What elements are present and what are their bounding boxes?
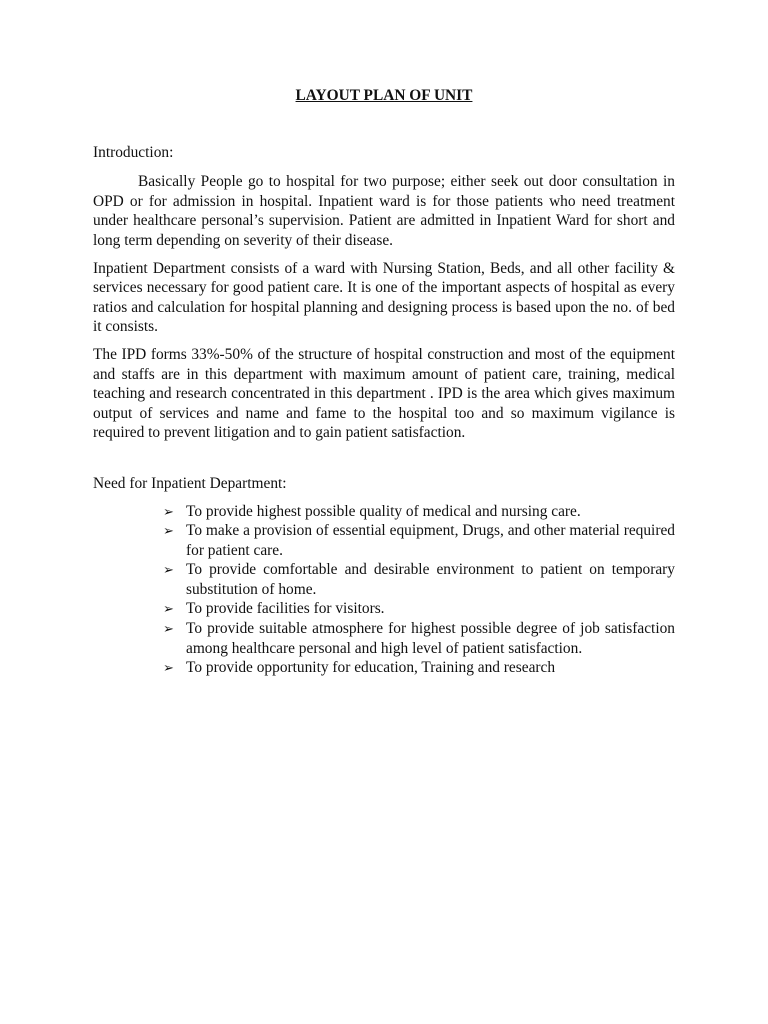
list-item-text: To provide facilities for visitors. bbox=[186, 600, 385, 618]
arrow-bullet-icon: ➢ bbox=[163, 523, 174, 539]
list-item bbox=[163, 619, 675, 658]
document-page bbox=[93, 86, 675, 678]
introduction-heading: Introduction: bbox=[93, 143, 174, 161]
arrow-bullet-icon: ➢ bbox=[163, 660, 174, 676]
list-item-text: To provide highest possible quality of medical and nursing care. bbox=[186, 502, 581, 520]
paragraph-1: Basically People go to hospital for two purpose; either seek out door consultation in OPD or for admission in hospital. Inpatient ward is for those patients who need treatment under healthcare personal’s supervision. Patient are admitted in Inpatient Ward for short and long term depending on severity of their disease. bbox=[93, 173, 675, 249]
need-heading: Need for Inpatient Department: bbox=[93, 474, 287, 492]
need-list bbox=[93, 502, 675, 678]
page-title: LAYOUT PLAN OF UNIT bbox=[295, 87, 473, 104]
list-item bbox=[163, 599, 675, 619]
list-item bbox=[163, 560, 675, 599]
list-item-text: To provide comfortable and desirable environment to patient on temporary substitution of home. bbox=[186, 561, 675, 598]
paragraph-2: Inpatient Department consists of a ward with Nursing Station, Beds, and all other facility & services necessary for good patient care. It is one of the important aspects of hospital as every ratios and calculation for hospital planning and designing process is based upon the no. of bed it consists. bbox=[93, 259, 675, 336]
list-item bbox=[163, 502, 675, 522]
list-item-text: To provide opportunity for education, Training and research bbox=[186, 659, 556, 677]
list-item bbox=[163, 521, 675, 560]
arrow-bullet-icon: ➢ bbox=[163, 621, 174, 637]
paragraph-3: The IPD forms 33%-50% of the structure of hospital construction and most of the equipment and staffs are in this department with maximum amount of patient care, training, medical teaching and research concentrated in this department . IPD is the area which gives maximum output of services and name and fame to the hospital too and so maximum vigilance is required to prevent litigation and to gain patient satisfaction. bbox=[93, 345, 675, 442]
arrow-bullet-icon: ➢ bbox=[163, 503, 174, 519]
arrow-bullet-icon: ➢ bbox=[163, 601, 174, 617]
list-item bbox=[163, 658, 675, 678]
list-item-text: To make a provision of essential equipment, Drugs, and other material required for patient care. bbox=[186, 522, 675, 559]
arrow-bullet-icon: ➢ bbox=[163, 562, 174, 578]
list-item-text: To provide suitable atmosphere for highest possible degree of job satisfaction among healthcare personal and high level of patient satisfaction. bbox=[186, 620, 675, 657]
